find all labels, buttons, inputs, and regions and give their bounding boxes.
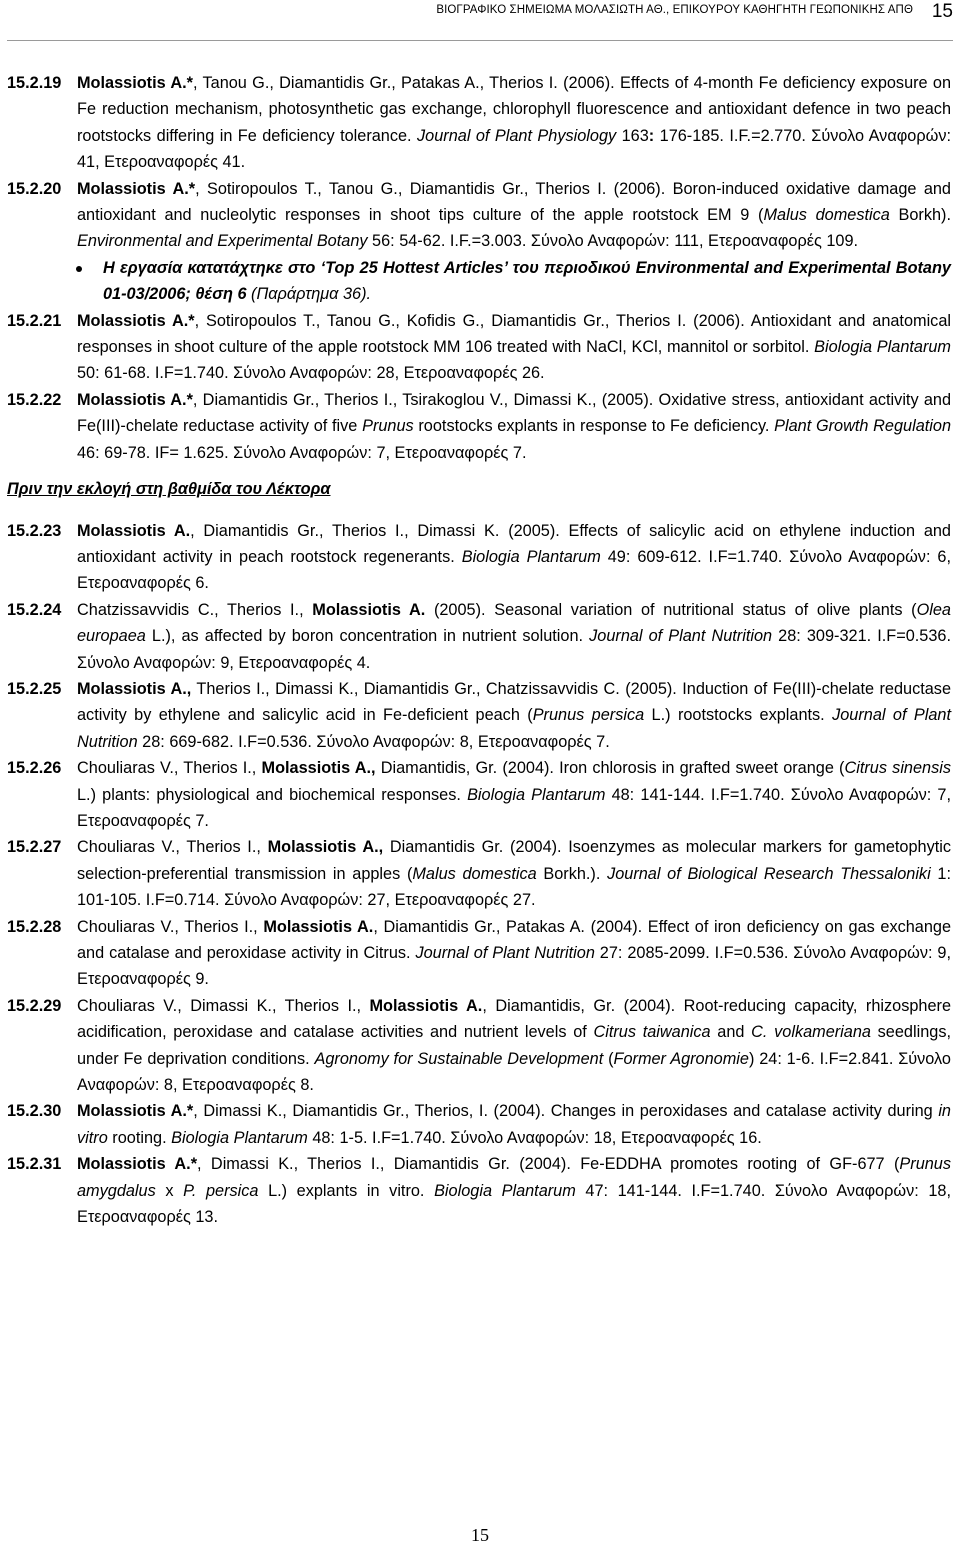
journal-name: Journal of Plant Nutrition [415,944,595,962]
entry-text: 46: 69-78. IF= 1.625. Σύνολο Αναφορών: 7, Ετεροαναφορές 7. [77,443,527,462]
entry-text: Chouliaras V., Therios I., [77,759,262,778]
author-highlight: Molassiotis A.* [77,74,193,92]
bullet-note-appendix: (Παράρτημα 36). [246,285,372,304]
footer-page-number: 15 [471,1525,489,1545]
entry-number: 15.2.20 [7,179,62,198]
publication-entry [7,308,951,387]
entry-text: 49: 609-612. I.F=1.740. Σύνολο Αναφορών: 6, Ετεροαναφορές 6. [77,547,952,593]
entry-number: 15.2.19 [7,74,62,92]
species-name: Prunus [362,417,414,436]
entry-text: ) 24: 1-6. I.F=2.841. Σύνολο Αναφορών: 8, Ετεροαναφορές 8. [77,1049,951,1095]
author-highlight: Molassiotis A.* [77,390,193,409]
entry-text: seedlings, under Fe deprivation conditions. [77,1023,951,1068]
bullet-dot-icon [76,266,82,272]
entry-text: ( [603,1049,614,1068]
entry-text: 27: 2085-2099. I.F=0.536. Σύνολο Αναφορών: 9, Ετεροαναφορές 9. [77,944,951,989]
entry-text: 48: 1-5. I.F=1.740. Σύνολο Αναφορών: 18, Ετεροαναφορές 16. [307,1128,762,1147]
method-term: in vitro [77,1102,951,1147]
entry-text: , Diamantidis Gr., Therios I., Tsirakoglou V., Dimassi K., (2005). Oxidative stress, antioxidant activity and Fe(III)-chelate reductase activity of five [77,390,951,436]
entry-text: L.) rootstocks explants. [644,706,833,725]
species-name: Malus domestica [412,864,537,883]
publication-entry [7,70,951,176]
entry-text: L.) explants in vitro. [258,1181,435,1200]
entry-number: 15.2.29 [7,996,62,1015]
journal-name: Biologia Plantarum [467,785,606,804]
entry-number: 15.2.27 [7,838,62,857]
journal-name: Journal of Plant Nutrition [589,627,773,646]
entry-text: 1: 101-105. I.F=0.714. Σύνολο Αναφορών: 27, Ετεροαναφορές 27. [77,864,951,910]
journal-name: Agronomy for Sustainable Development [314,1049,604,1068]
species-name: Prunus persica [532,706,645,725]
entry-text: Borkh.). [536,864,608,883]
entry-text: Chouliaras V., Dimassi K., Therios I., [77,996,370,1015]
publication-entry [7,993,951,1099]
entry-text: Diamantidis, Gr. (2004). Iron chlorosis in grafted sweet orange ( [375,759,845,778]
header-page-number: 15 [931,1,953,22]
author-highlight: Molassiotis A., [261,759,376,778]
journal-name: Journal of Biological Research Thessaloniki [607,864,931,883]
entry-number: 15.2.21 [7,311,62,330]
species-name: Olea europaea [77,600,951,646]
entry-text: Diamantidis Gr. (2004). Isoenzymes as molecular markers for gametophytic selection-preferential transmission in apples ( [77,838,951,883]
author-highlight: Molassiotis A., [267,838,384,857]
entry-text: , Diamantidis, Gr. (2004). Root-reducing capacity, rhizosphere acidification, peroxidase and catalase activities and nutrient levels of [77,996,951,1042]
page-header [0,0,960,46]
publication-entry [7,387,951,466]
entry-number: 15.2.31 [7,1155,62,1174]
journal-former-name: Former Agronomie [613,1049,749,1068]
publication-entry [7,755,951,834]
entry-text: L.) plants: physiological and biochemical responses. [77,785,468,804]
entry-number: 15.2.26 [7,759,62,778]
entry-text: , Diamantidis Gr., Patakas A. (2004). Effect of iron deficiency on gas exchange and catalase and peroxidase activity in Citrus. [77,917,952,962]
entry-text: L.), as affected by boron concentration in nutrient solution. [145,627,590,646]
publication-list [7,70,951,1230]
journal-name: Biologia Plantarum [434,1181,576,1200]
species-name: Citrus taiwanica [593,1023,711,1042]
author-highlight: Molassiotis A. [77,521,191,540]
section-heading: Πριν την εκλογή στη βαθμίδα του Λέκτορα [7,480,331,499]
entry-text: 47: 141-144. I.F=1.740. Σύνολο Αναφορών: 18, Ετεροαναφορές 13. [77,1181,951,1227]
entry-number: 15.2.23 [7,521,62,540]
journal-name: Biologia Plantarum [814,338,951,357]
publication-entry [7,1098,951,1151]
author-highlight: Molassiotis A.* [77,179,196,198]
author-highlight: Molassiotis A. [263,917,374,936]
author-highlight: Molassiotis A. [369,996,483,1015]
entry-text: (2005). Seasonal variation of nutritional status of olive plants ( [425,600,917,619]
entry-text: Borkh). [889,206,951,225]
entry-text: Chouliaras V., Therios I., [77,838,268,857]
entry-number: 15.2.25 [7,679,62,698]
entry-text: Chouliaras V., Therios I., [77,917,264,936]
species-name: Prunus amygdalus [77,1155,951,1200]
author-highlight: Molassiotis A. [312,600,426,619]
publication-entry [7,914,951,993]
entry-number: 15.2.28 [7,917,62,936]
entry-text: rootstocks explants in response to Fe deficiency. [413,417,775,436]
entry-text: , Sotiropoulos T., Tanou G., Kofidis G., Diamantidis Gr., Therios I. (2006). Antioxidant and anatomical responses in shoot culture of the apple rootstock MM 106 treated with NaCl, KCl, mannitol or sorbitol. [77,311,951,357]
entry-text: , Dimassi K., Diamantidis Gr., Therios, I. (2004). Changes in peroxidases and catalase activity during [193,1102,939,1121]
entry-text: , Diamantidis Gr., Therios I., Dimassi K. (2005). Effects of salicylic acid on ethylene induction and antioxidant activity in peach rootstock regenerants. [77,521,951,566]
species-name: Citrus sinensis [844,759,951,778]
entry-text: : [648,126,655,145]
species-name: C. volkameriana [751,1023,871,1042]
species-name: Malus domestica [763,206,890,225]
entry-text: 48: 141-144. I.F=1.740. Σύνολο Αναφορών: 7, Ετεροαναφορές 7. [77,785,952,830]
journal-name: Environmental and Experimental Botany [77,232,368,251]
journal-name: Biologia Plantarum [461,547,601,566]
entry-text: , Tanou G., Diamantidis Gr., Patakas A., Therios I. (2006). Effects of 4-month Fe deficiency exposure on Fe reduction mechanism, photosynthetic gas exchange, chlorophyll fluorescence and antioxidant defence in two peach rootstocks differing in Fe deficiency tolerance. [77,74,951,145]
journal-name: Journal of Plant Physiology [417,126,617,145]
entry-text: 50: 61-68. I.F=1.740. Σύνολο Αναφορών: 28, Ετεροαναφορές 26. [77,364,545,383]
bullet-note [7,255,951,308]
entry-text: 163 [616,126,649,145]
entry-number: 15.2.30 [7,1102,62,1121]
entry-text: 176-185. I.F.=2.770. Σύνολο Αναφορών: 41, Ετεροαναφορές 41. [77,126,951,172]
header-title: ΒΙΟΓΡΑΦΙΚΟ ΣΗΜΕΙΩΜΑ ΜΟΛΑΣΙΩΤΗ ΑΘ., ΕΠΙΚΟΥΡΟΥ ΚΑΘΗΓΗΤΗ ΓΕΩΠΟΝΙΚΗΣ ΑΠΘ [436,4,913,16]
entry-text: 28: 309-321. I.F=0.536. Σύνολο Αναφορών: 9, Ετεροαναφορές 4. [77,627,951,672]
author-highlight: Molassiotis A., [77,679,192,698]
entry-text: Therios I., Dimassi K., Diamantidis Gr., Chatzissavvidis C. (2005). Induction of Fe(III)-chelate reductase activity by ethylene and salicylic acid in Fe-deficient peach ( [77,679,952,725]
entry-text: x [155,1181,184,1200]
header-divider [7,40,953,41]
entry-text: and [710,1023,752,1042]
journal-name: Journal of Plant Nutrition [77,706,951,751]
entry-text: rooting. [107,1128,172,1147]
publication-entry [7,1151,951,1230]
entry-text: , Dimassi K., Therios I., Diamantidis Gr. (2004). Fe-EDDHA promotes rooting of GF-677 ( [197,1155,900,1174]
publication-entry [7,176,951,255]
entry-text: , Sotiropoulos T., Tanou G., Diamantidis Gr., Therios I. (2006). Boron-induced oxidative damage and antioxidant and nucleolytic responses in shoot tips culture of the apple rootstock EM 9 ( [77,179,951,225]
entry-text: Chatzissavvidis C., Therios I., [77,600,313,619]
bullet-note-text: Η εργασία κατατάχτηκε στο ‘Top 25 Hottest Articles’ του περιοδικού Environmental and Experimental Botany 01-03/2006; θέση 6 [103,258,951,304]
journal-name: Biologia Plantarum [171,1128,308,1147]
entry-text: 56: 54-62. I.F.=3.003. Σύνολο Αναφορών: 111, Ετεροαναφορές 109. [367,232,859,251]
author-highlight: Molassiotis A.* [77,1155,198,1174]
species-name: P. persica [183,1181,259,1200]
journal-name: Plant Growth Regulation [774,417,951,436]
publication-entry [7,597,951,676]
author-highlight: Molassiotis A.* [77,311,195,330]
entry-number: 15.2.22 [7,390,62,409]
entry-number: 15.2.24 [7,600,62,619]
publication-entry [7,834,951,913]
author-highlight: Molassiotis A.* [77,1102,194,1121]
entry-text: 28: 669-682. I.F=0.536. Σύνολο Αναφορών: 8, Ετεροαναφορές 7. [137,732,610,751]
publication-entry [7,676,951,755]
publication-entry [7,518,951,597]
